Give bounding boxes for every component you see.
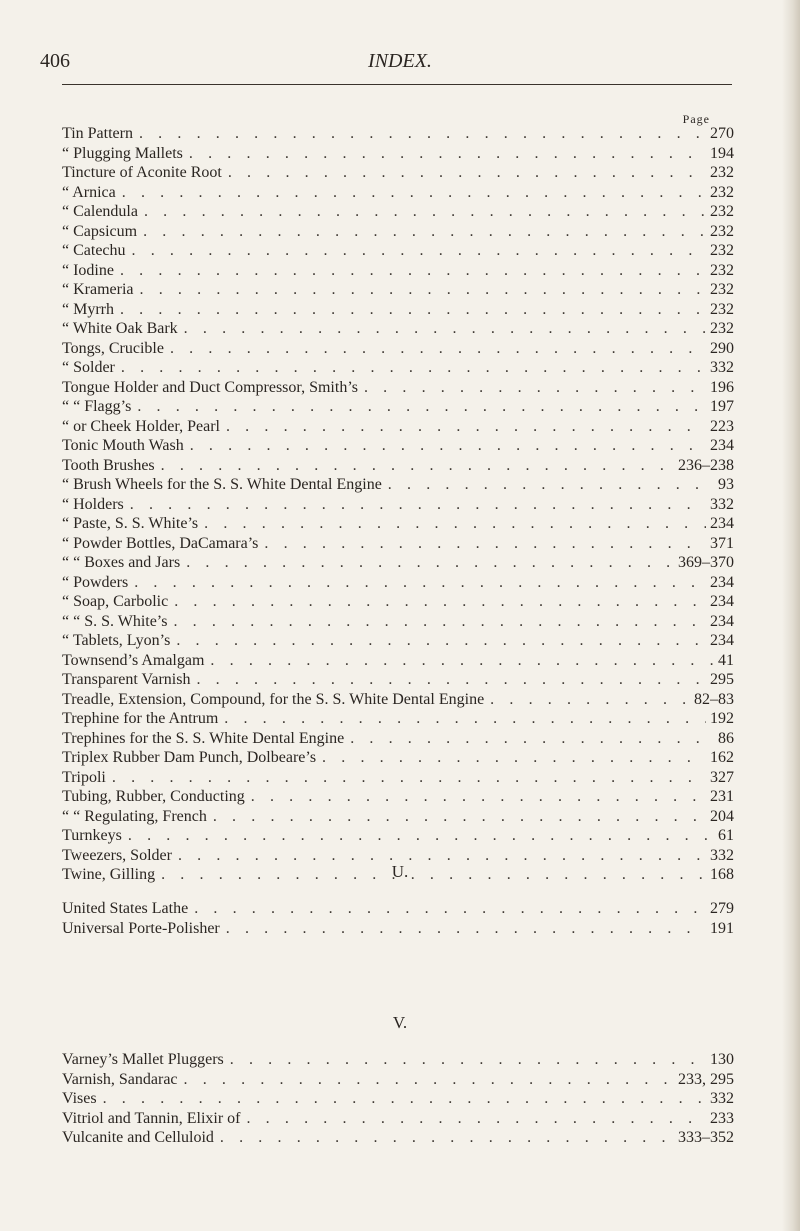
dot-leader xyxy=(251,787,706,807)
entry-page-number: 82–83 xyxy=(694,690,734,708)
dot-leader xyxy=(350,729,714,749)
entry-label: Tin Pattern xyxy=(62,125,133,142)
entry-page-number: 204 xyxy=(710,807,734,825)
entry-label: “ Arnica xyxy=(62,183,116,201)
entry-label: “ Paste, S. S. White’s xyxy=(62,515,199,532)
index-entry xyxy=(62,1109,734,1129)
dot-leader xyxy=(213,807,706,827)
page-header xyxy=(0,50,800,90)
entry-page-number: 232 xyxy=(710,203,734,220)
entry-page-number: 332 xyxy=(710,1090,734,1107)
dot-leader xyxy=(224,709,706,729)
dot-leader xyxy=(120,261,706,281)
entry-label: “ Powders xyxy=(62,573,129,591)
dot-leader xyxy=(210,651,714,671)
page-column-label: Page xyxy=(682,112,710,126)
index-entry xyxy=(62,280,734,300)
index-entry xyxy=(62,1070,734,1090)
index-entry xyxy=(62,592,734,612)
dot-leader xyxy=(137,397,706,417)
entry-label: Tubing, Rubber, Conducting xyxy=(62,788,245,805)
index-entry xyxy=(62,1050,734,1070)
index-entry xyxy=(62,300,734,320)
entry-page-number: 232 xyxy=(710,261,734,279)
index-section-v xyxy=(62,1050,734,1148)
entry-label: Triplex Rubber Dam Punch, Dolbeare’s xyxy=(62,749,317,766)
entry-label: “ “ Flagg’s xyxy=(62,398,132,415)
dot-leader xyxy=(176,631,706,651)
entry-label: “ Calendula xyxy=(62,203,138,220)
entry-label: “ Catechu xyxy=(62,242,126,259)
entry-label: Tongue Holder and Duct Compressor, Smith’s xyxy=(62,378,358,396)
dot-leader xyxy=(139,124,706,144)
entry-label: “ Krameria xyxy=(62,281,134,298)
dot-leader xyxy=(220,1128,674,1148)
running-title: INDEX. xyxy=(368,50,432,72)
entry-label: “ Holders xyxy=(62,495,124,513)
entry-label: “ Iodine xyxy=(62,261,114,279)
entry-page-number: 232 xyxy=(710,281,734,298)
entry-page-number: 234 xyxy=(710,632,734,649)
entry-page-number: 168 xyxy=(710,866,734,883)
index-entry xyxy=(62,144,734,164)
dot-leader xyxy=(264,534,706,554)
dot-leader xyxy=(120,300,706,320)
entry-label: United States Lathe xyxy=(62,900,189,917)
entry-page-number: 191 xyxy=(710,919,734,937)
entry-page-number: 234 xyxy=(710,593,734,610)
entry-label: Varney’s Mallet Pluggers xyxy=(62,1051,224,1068)
index-entry xyxy=(62,475,734,495)
index-entry xyxy=(62,397,734,417)
entry-page-number: 232 xyxy=(710,320,734,337)
dot-leader xyxy=(161,456,674,476)
entry-label: “ Soap, Carbolic xyxy=(62,593,169,610)
entry-label: “ Solder xyxy=(62,359,115,376)
entry-label: “ “ S. S. White’s xyxy=(62,612,168,630)
entry-label: “ Plugging Mallets xyxy=(62,144,183,162)
dot-leader xyxy=(228,163,706,183)
entry-label: Varnish, Sandarac xyxy=(62,1070,178,1088)
dot-leader xyxy=(246,1109,706,1129)
entry-page-number: 234 xyxy=(710,437,734,454)
entry-page-number: 130 xyxy=(710,1051,734,1068)
entry-label: “ Tablets, Lyon’s xyxy=(62,632,171,649)
page-edge-shadow xyxy=(782,0,800,1231)
dot-leader xyxy=(112,768,706,788)
dot-leader xyxy=(122,183,706,203)
dot-leader xyxy=(196,670,706,690)
entry-label: “ “ Regulating, French xyxy=(62,807,207,825)
entry-label: Treadle, Extension, Compound, for the S. S. White Dental Engine xyxy=(62,690,485,708)
entry-page-number: 290 xyxy=(710,339,734,357)
header-rule xyxy=(62,84,732,85)
index-entry xyxy=(62,670,734,690)
entry-label: “ “ Boxes and Jars xyxy=(62,554,181,571)
entry-page-number: 196 xyxy=(710,378,734,396)
entry-page-number: 232 xyxy=(710,164,734,181)
entry-page-number: 232 xyxy=(710,300,734,318)
index-entry xyxy=(62,183,734,203)
entry-label: “ or Cheek Holder, Pearl xyxy=(62,417,220,435)
index-entry xyxy=(62,124,734,144)
entry-page-number: 236–238 xyxy=(678,456,734,474)
entry-page-number: 270 xyxy=(710,125,734,142)
dot-leader xyxy=(140,280,706,300)
entry-page-number: 279 xyxy=(710,900,734,917)
entry-page-number: 192 xyxy=(710,710,734,727)
dot-leader xyxy=(388,475,714,495)
entry-page-number: 232 xyxy=(710,183,734,201)
entry-page-number: 332 xyxy=(710,495,734,513)
section-letter-v: V. xyxy=(392,1013,408,1032)
entry-label: “ Brush Wheels for the S. S. White Dental Engine xyxy=(62,476,382,493)
dot-leader xyxy=(170,339,706,359)
entry-label: Transparent Varnish xyxy=(62,671,191,688)
index-section-u xyxy=(62,899,734,938)
entry-page-number: 223 xyxy=(710,417,734,435)
dot-leader xyxy=(184,319,706,339)
index-entry xyxy=(62,222,734,242)
index-entry xyxy=(62,417,734,437)
dot-leader xyxy=(143,222,706,242)
entry-page-number: 295 xyxy=(710,671,734,688)
entry-page-number: 93 xyxy=(718,476,734,493)
index-section-t xyxy=(62,124,734,885)
dot-leader xyxy=(144,202,706,222)
index-entry xyxy=(62,651,734,671)
index-entry xyxy=(62,553,734,573)
entry-page-number: 194 xyxy=(710,144,734,162)
entry-page-number: 41 xyxy=(718,651,734,669)
entry-label: “ Powder Bottles, DaCamara’s xyxy=(62,534,259,552)
index-entry xyxy=(62,748,734,768)
entry-label: Tonic Mouth Wash xyxy=(62,437,184,454)
index-entry xyxy=(62,202,734,222)
index-entry xyxy=(62,358,734,378)
dot-leader xyxy=(174,592,706,612)
entry-page-number: 234 xyxy=(710,612,734,630)
entry-page-number: 61 xyxy=(718,827,734,844)
index-entry xyxy=(62,787,734,807)
entry-label: Trephine for the Antrum xyxy=(62,710,219,727)
page-number: 406 xyxy=(40,50,70,72)
dot-leader xyxy=(103,1089,706,1109)
index-entry xyxy=(62,899,734,919)
dot-leader xyxy=(189,144,706,164)
dot-leader xyxy=(490,690,690,710)
entry-page-number: 86 xyxy=(718,729,734,747)
entry-page-number: 369–370 xyxy=(678,554,734,571)
dot-leader xyxy=(121,358,706,378)
index-entry xyxy=(62,807,734,827)
entry-page-number: 234 xyxy=(710,573,734,591)
dot-leader xyxy=(230,1050,706,1070)
entry-page-number: 197 xyxy=(710,398,734,415)
index-entry xyxy=(62,729,734,749)
index-entry xyxy=(62,690,734,710)
entry-page-number: 333–352 xyxy=(678,1129,734,1146)
index-entry xyxy=(62,919,734,939)
entry-label: Trephines for the S. S. White Dental Engine xyxy=(62,729,345,747)
index-entry xyxy=(62,436,734,456)
dot-leader xyxy=(226,417,706,437)
entry-label: Tweezers, Solder xyxy=(62,846,172,864)
index-entry xyxy=(62,261,734,281)
dot-leader xyxy=(322,748,706,768)
dot-leader xyxy=(128,826,714,846)
entry-label: Tongs, Crucible xyxy=(62,339,164,357)
entry-label: Vises xyxy=(62,1090,97,1107)
index-entry xyxy=(62,534,734,554)
dot-leader xyxy=(130,495,706,515)
entry-page-number: 162 xyxy=(710,749,734,766)
index-entry xyxy=(62,612,734,632)
index-entry xyxy=(62,319,734,339)
entry-label: Twine, Gilling xyxy=(62,866,156,883)
dot-leader xyxy=(194,899,706,919)
entry-label: Tooth Brushes xyxy=(62,456,155,474)
entry-label: Turnkeys xyxy=(62,827,122,844)
dot-leader xyxy=(134,573,706,593)
index-entry xyxy=(62,241,734,261)
entry-page-number: 332 xyxy=(710,846,734,864)
index-entry xyxy=(62,495,734,515)
dot-leader xyxy=(132,241,706,261)
entry-page-number: 232 xyxy=(710,242,734,259)
index-entry xyxy=(62,339,734,359)
entry-page-number: 332 xyxy=(710,359,734,376)
entry-label: “ White Oak Bark xyxy=(62,320,178,337)
entry-label: Universal Porte-Polisher xyxy=(62,919,220,937)
entry-page-number: 231 xyxy=(710,788,734,805)
index-entry xyxy=(62,1128,734,1148)
entry-label: “ Capsicum xyxy=(62,222,138,240)
index-entry xyxy=(62,631,734,651)
index-entry xyxy=(62,768,734,788)
entry-page-number: 233, 295 xyxy=(678,1070,734,1088)
dot-leader xyxy=(184,1070,674,1090)
entry-label: Townsend’s Amalgam xyxy=(62,651,205,669)
index-entry xyxy=(62,163,734,183)
index-entry xyxy=(62,456,734,476)
entry-page-number: 371 xyxy=(710,534,734,552)
dot-leader xyxy=(173,612,706,632)
index-entry xyxy=(62,378,734,398)
entry-page-number: 327 xyxy=(710,768,734,786)
dot-leader xyxy=(364,378,706,398)
entry-page-number: 233 xyxy=(710,1109,734,1127)
entry-page-number: 234 xyxy=(710,515,734,532)
index-entry xyxy=(62,573,734,593)
section-letter-u: U. xyxy=(391,862,409,881)
entry-label: “ Myrrh xyxy=(62,300,114,318)
index-entry xyxy=(62,709,734,729)
dot-leader xyxy=(186,553,674,573)
entry-label: Tripoli xyxy=(62,768,106,786)
entry-page-number: 232 xyxy=(710,222,734,240)
dot-leader xyxy=(226,919,706,939)
entry-label: Tincture of Aconite Root xyxy=(62,164,222,181)
index-entry xyxy=(62,514,734,534)
dot-leader xyxy=(190,436,706,456)
entry-label: Vulcanite and Celluloid xyxy=(62,1129,214,1146)
dot-leader xyxy=(204,514,706,534)
index-entry xyxy=(62,1089,734,1109)
entry-label: Vitriol and Tannin, Elixir of xyxy=(62,1109,241,1127)
index-entry xyxy=(62,826,734,846)
